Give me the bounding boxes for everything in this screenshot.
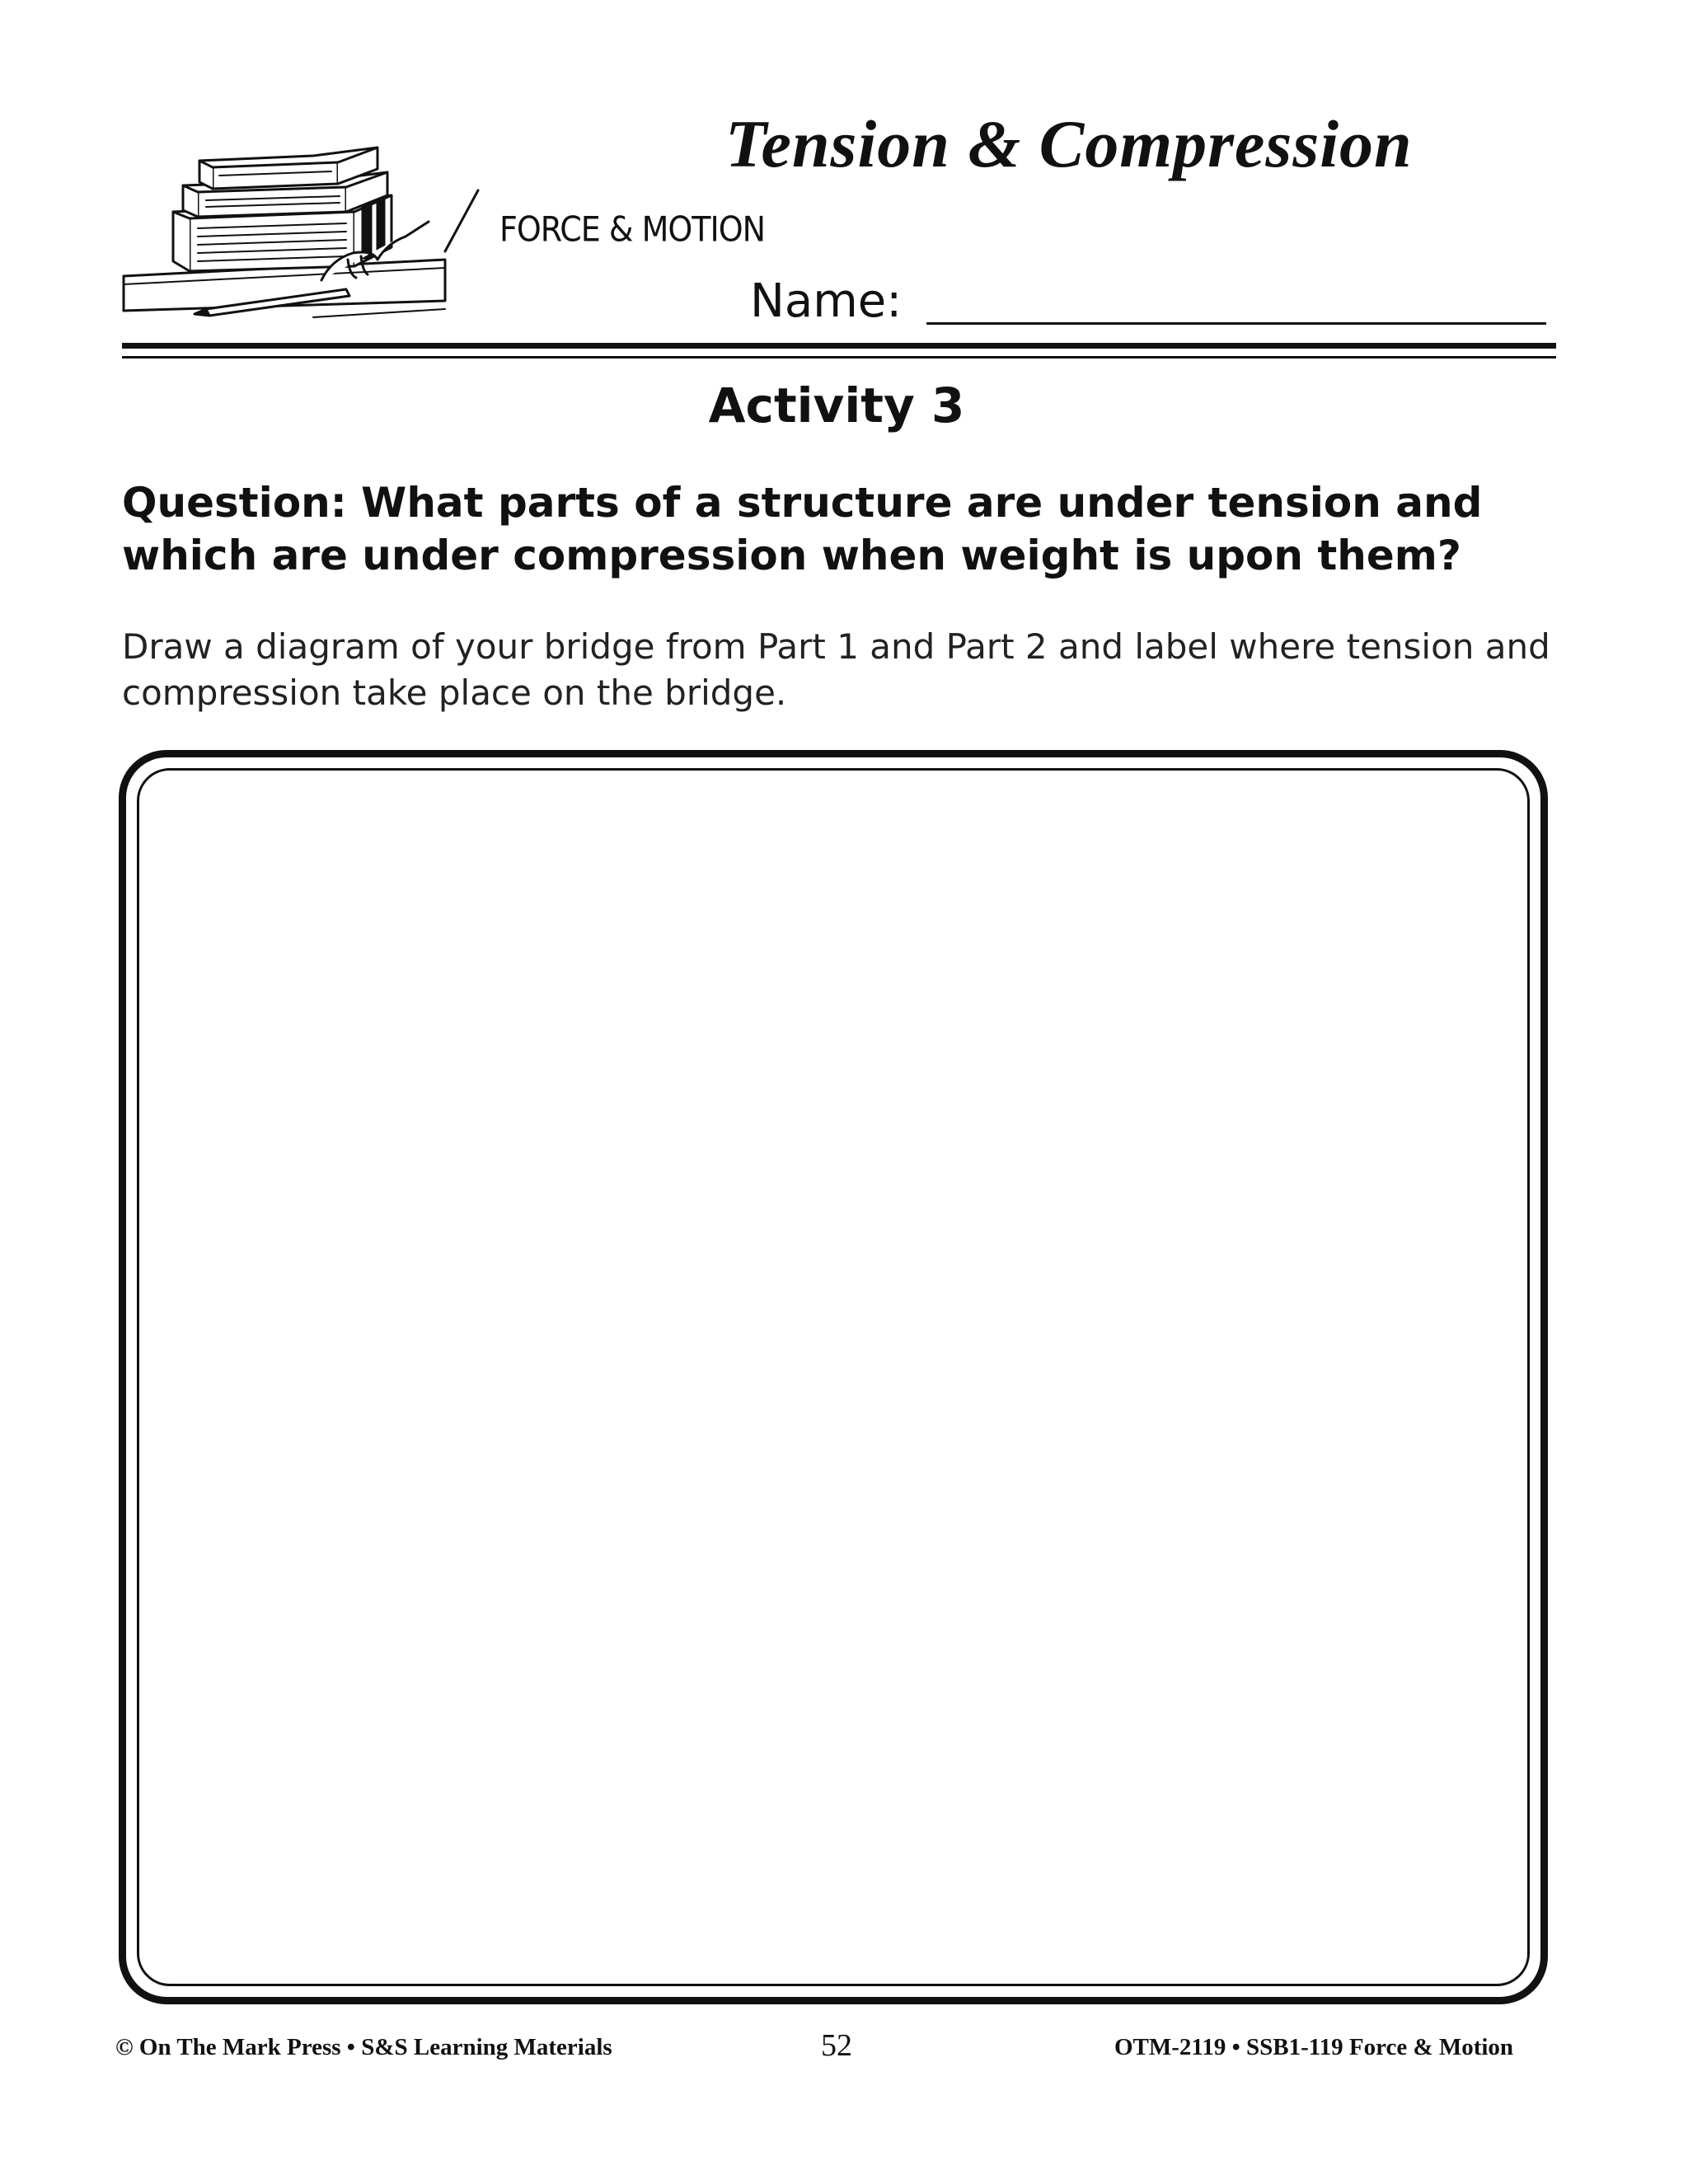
- header-divider-thick: [122, 343, 1556, 349]
- header-divider-thin: [122, 356, 1556, 359]
- footer-copyright: © On The Mark Press • S&S Learning Materials: [115, 2034, 612, 2060]
- name-field-line[interactable]: [926, 322, 1546, 325]
- worksheet-title: Tension & Compression: [725, 106, 1413, 181]
- footer-product-code: OTM-2119 • SSB1-119 Force & Motion: [1114, 2034, 1514, 2060]
- name-label: Name:: [750, 274, 903, 328]
- question-text: Question: What parts of a structure are under tension and which are under compression when weight is upon them?: [122, 479, 1483, 579]
- instructions-text: Draw a diagram of your bridge from Part 1 and Part 2 and label where tension and compression take place on the bridge.: [122, 626, 1550, 713]
- page-number: 52: [821, 2028, 852, 2063]
- subject-label: FORCE & MOTION: [499, 209, 766, 250]
- drawing-area[interactable]: [137, 768, 1530, 1986]
- activity-heading: Activity 3: [708, 377, 965, 434]
